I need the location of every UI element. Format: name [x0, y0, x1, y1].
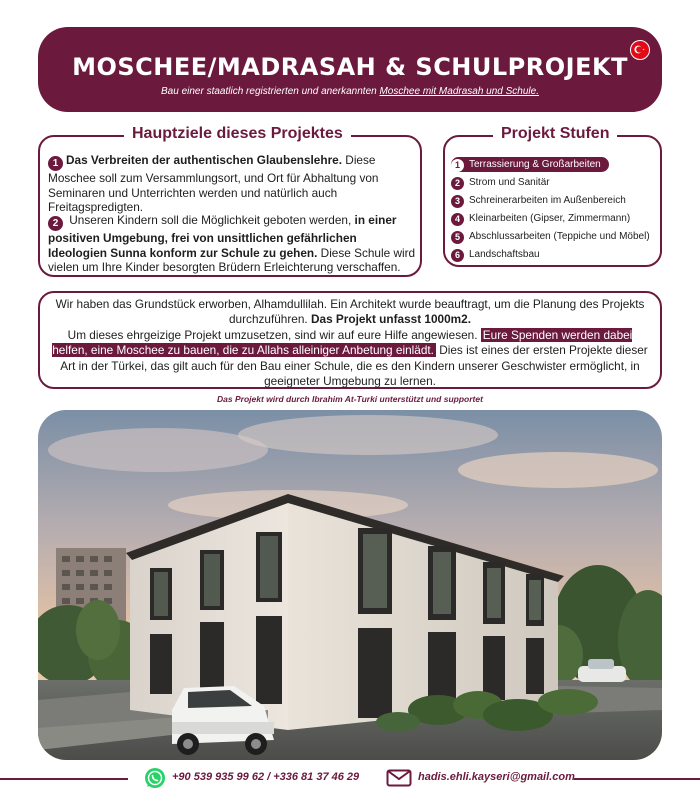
stage-label: Abschlussarbeiten (Teppiche und Möbel) [469, 231, 650, 242]
stage-item-4 [451, 211, 630, 226]
stage-label: Landschaftsbau [469, 249, 540, 260]
info-text-2: Um dieses ehrgeizige Projekt umzusetzen, sind wir auf eure Hilfe angewiesen. [67, 327, 481, 342]
info-box [38, 291, 662, 389]
whatsapp-icon [144, 767, 166, 789]
goal-text: Diese Moschee soll zum Versammlungsort, und Ort für Abhaltung von Seminaren und Unterrichten werden und natürlich auch Freitagspredigten. [48, 153, 379, 215]
stage-item-1 [451, 157, 609, 172]
stage-item-3 [451, 193, 626, 208]
goal-bold-text: Das Verbreiten der authentischen Glaubenslehre. [66, 153, 343, 167]
stage-label: Schreinerarbeiten im Außenbereich [469, 195, 626, 206]
stages-title: Projekt Stufen [493, 125, 617, 143]
info-text-1: Wir haben das Grundstück erworben, Alhamdullilah. Ein Architekt wurde beauftragt, um die Planung des Projekts durchzuführen. [55, 297, 645, 327]
subtitle-link: Moschee mit Madrasah und Schule. [379, 86, 539, 97]
stage-number: 3 [451, 195, 464, 208]
footer-divider-left [0, 778, 128, 780]
building-rendering-image [38, 410, 662, 760]
stage-item-5 [451, 229, 650, 244]
info-bold-text: Das Projekt unfasst 1000m2. [310, 312, 471, 327]
stage-label: Kleinarbeiten (Gipser, Zimmermann) [469, 213, 631, 224]
goal-number: 2 [48, 216, 63, 231]
turkey-flag-icon [630, 40, 650, 60]
goal-number: 1 [48, 156, 63, 171]
goal-bold-text: in einer positiven Umgebung, frei von unsittlichen gefährlichen Ideologien Sunna konform zur Schule zu gehen. [48, 213, 397, 260]
stage-number: 1 [451, 159, 464, 172]
info-highlight: Eure Spenden werden dabei helfen, eine Moschee zu bauen, die zu Allahs alleiniger Anbetung einlädt. [52, 327, 633, 358]
stage-label: Strom und Sanitär [469, 177, 550, 188]
stage-number: 4 [451, 213, 464, 226]
subtitle-text: Bau einer staatlich registrierten und anerkannten [161, 86, 380, 97]
goal-item-1 [48, 153, 416, 215]
stage-label: Terrassierung & Großarbeiten [469, 159, 601, 170]
info-text-3: Dies ist eines der ersten Projekte dieser Art in der Türkei, das gilt auch für den Bau einer Schule, die es den Kindern unserer Geschwister ermöglicht, in geeigneter Umgebung zu lernen. [60, 343, 648, 389]
page-subtitle [38, 86, 662, 97]
goal-text-before: Unseren Kindern soll die Möglichkeit geboten werden, [66, 213, 355, 227]
phone-numbers[interactable]: +90 539 935 99 62 / +336 81 37 46 29 [172, 771, 360, 783]
footer-divider-right [574, 778, 700, 780]
goal-item-2 [48, 213, 416, 275]
goal-text-after: Diese Schule wird vielen um Ihre Kinder besorgten Brüdern Erleichterung verschaffen. [48, 245, 416, 275]
stage-number: 2 [451, 177, 464, 190]
goals-title: Hauptziele dieses Projektes [124, 125, 351, 143]
header-banner [38, 27, 662, 112]
stage-number: 6 [451, 249, 464, 262]
goals-box [38, 125, 422, 277]
page-title: MOSCHEE/MADRASAH & SCHULPROJEKT [72, 53, 628, 81]
email-address[interactable]: hadis.ehli.kayseri@gmail.com [418, 771, 575, 783]
stage-number: 5 [451, 231, 464, 244]
mail-icon [386, 769, 412, 787]
support-note: Das Projekt wird durch Ibrahim At-Turki unterstützt und supportet [217, 394, 483, 404]
stage-item-6 [451, 247, 540, 262]
stage-item-2 [451, 175, 550, 190]
stages-box [443, 125, 662, 267]
